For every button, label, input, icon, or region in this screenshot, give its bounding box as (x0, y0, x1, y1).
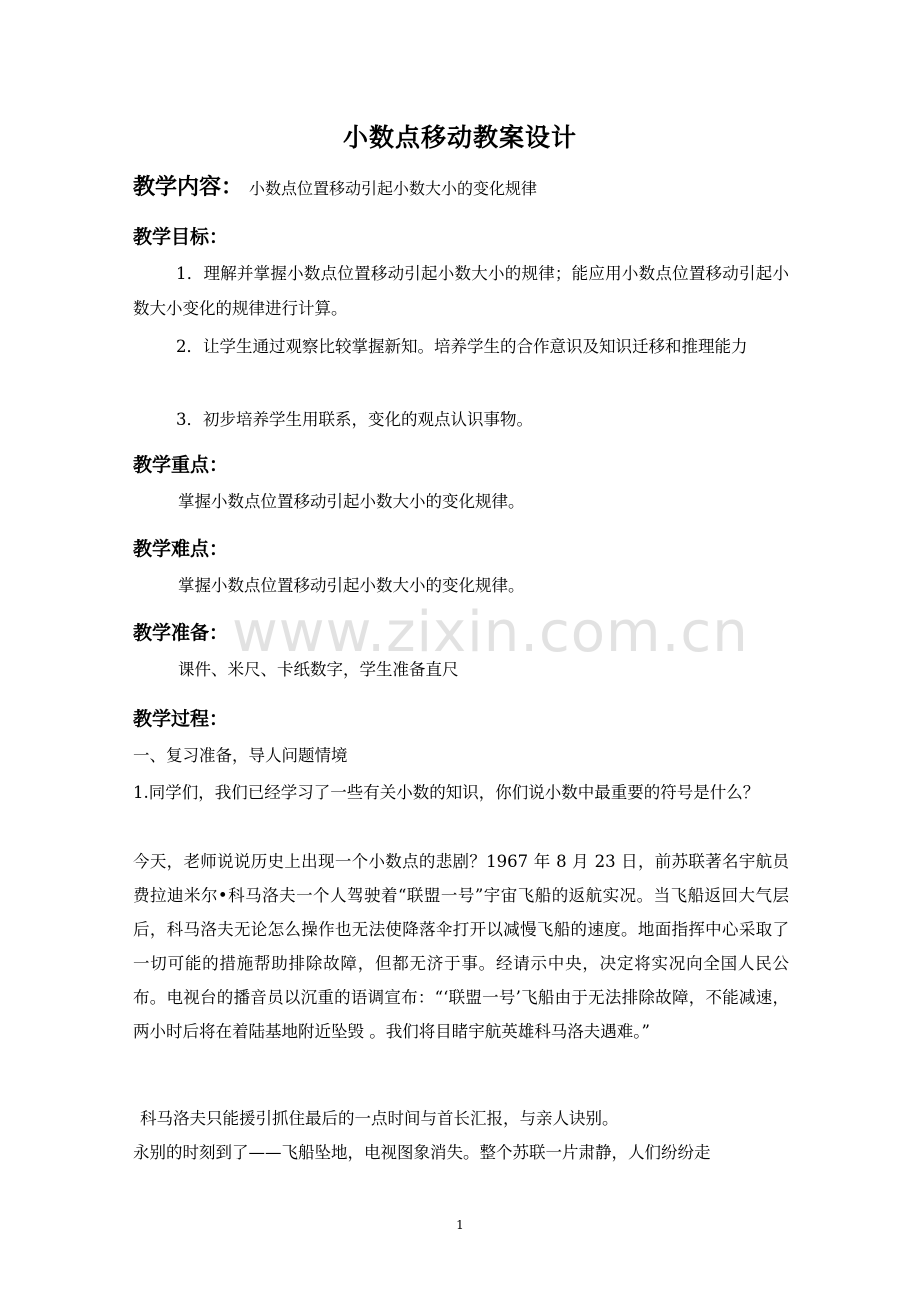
story-paragraph-3: 永别的时刻到了——飞船坠地，电视图象消失。整个苏联一片肃静，人们纷纷走 (133, 1143, 711, 1162)
content-heading (133, 170, 537, 201)
goal-1: 1．理解并掌握小数点位置移动引起小数大小的规律；能应用小数点位置移动引起小数大小变化的规律进行计算。 (133, 264, 789, 318)
story-paragraph-2: 科马洛夫只能援引抓住最后的一点时间与首长汇报，与亲人诀别。 (140, 1109, 619, 1128)
process-step-1: 一、复习准备，导人问题情境 (133, 746, 348, 765)
key-point-text: 掌握小数点位置移动引起小数大小的变化规律。 (178, 492, 525, 511)
difficulty-heading: 教学难点： (133, 538, 229, 560)
document-title: 小数点移动教案设计 (342, 123, 577, 152)
process-heading: 教学过程： (133, 708, 229, 730)
page-number: 1 (456, 1218, 464, 1232)
goal-3: 3．初步培养学生用联系，变化的观点认识事物。 (176, 410, 533, 429)
key-point-heading: 教学重点： (133, 454, 229, 476)
preparation-text: 课件、米尺、卡纸数字，学生准备直尺 (178, 660, 459, 679)
story-paragraph-1: 今天，老师说说历史上出现一个小数点的悲剧？1967 年 8 月 23 日，前苏联著名宇航员费拉迪米尔•科马洛夫一个人驾驶着“联盟一号”宇宙飞船的返航实况。当飞船返回大气层后，科马洛夫无论怎么操作也无法使降落伞打开以减慢飞船的速度。地面指挥中心采取了一切可能的措施帮助排除故障，但都无济于事。经请示中央，决定将实况向全国人民公布。电视台的播音员以沉重的语调宣布：“‘联盟一号’飞船由于无法排除故障，不能减速，两小时后将在着陆基地附近坠毁 。我们将目睹宇航英雄科马洛夫遇难。” (133, 852, 789, 1041)
preparation-heading: 教学准备： (133, 622, 229, 644)
watermark-text: www.zixin.com.cn (232, 600, 749, 665)
goal-2: 2．让学生通过观察比较掌握新知。培养学生的合作意识及知识迁移和推理能力 (176, 337, 748, 356)
content-text: 小数点位置移动引起小数大小的变化规律 (249, 179, 538, 198)
goals-heading: 教学目标： (133, 226, 229, 248)
process-question-1: 1.同学们，我们已经学习了一些有关小数的知识，你们说小数中最重要的符号是什么？ (133, 783, 760, 802)
content-label: 教学内容： (133, 175, 244, 200)
difficulty-text: 掌握小数点位置移动引起小数大小的变化规律。 (178, 576, 525, 595)
